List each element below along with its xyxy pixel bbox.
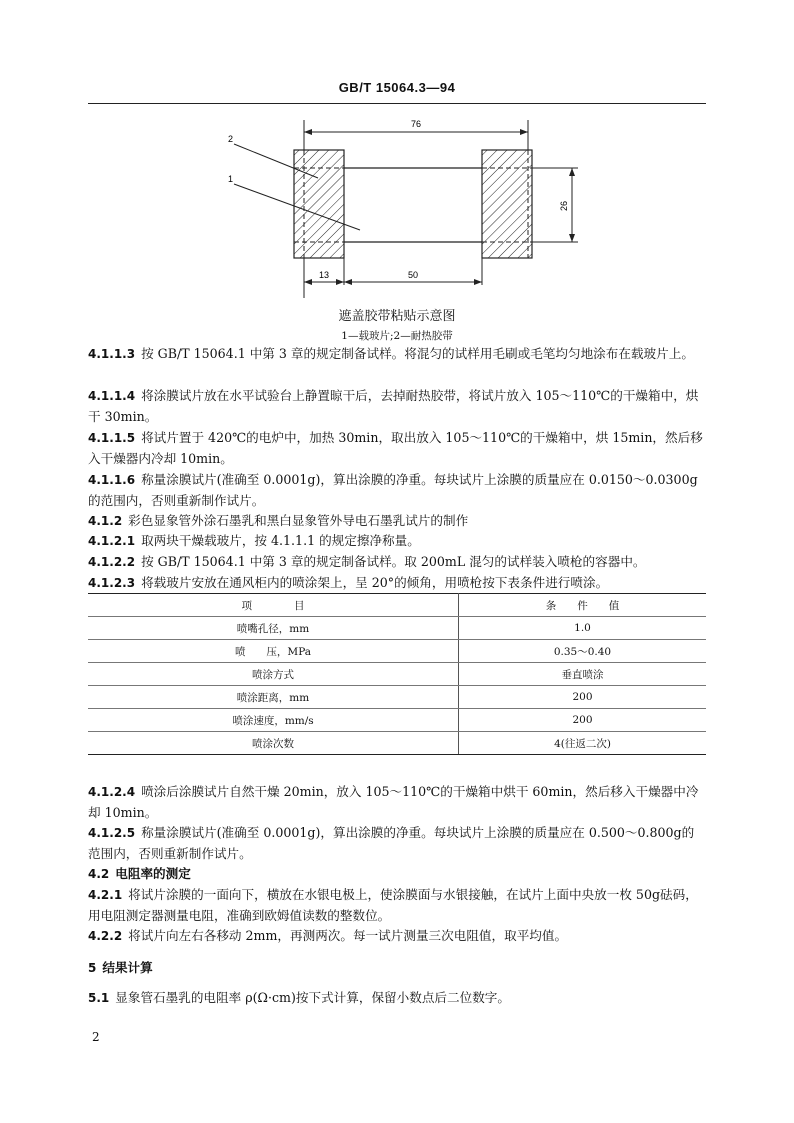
tape-diagram: [220, 110, 580, 310]
table-header-value: 条 件 值: [459, 594, 707, 617]
para-4-1-2-2: 4.1.2.2 按 GB/T 15064.1 中第 3 章的规定制备试样。取 200mL 混匀的试样装入喷枪的容器中。: [88, 554, 646, 569]
para-4-1-1-3: 4.1.1.3 按 GB/T 15064.1 中第 3 章的规定制备试样。将混匀的试样用毛刷或毛笔均匀地涂布在载玻片上。: [88, 346, 694, 361]
para-4-1-1-6: 4.1.1.6 称量涂膜试片(准确至 0.0001g)，算出涂膜的净重。每块试片上涂膜的质量应在 0.0150～0.0300g的范围内，否则重新制作试片。: [88, 472, 698, 508]
table-row: 喷 压，MPa 0.35～0.40: [88, 640, 706, 663]
dim-13-label: 13: [318, 270, 330, 280]
label-1: 1: [228, 174, 234, 184]
para-5-1: 5.1 显象管石墨乳的电阻率 ρ(Ω·cm)按下式计算，保留小数点后二位数字。: [88, 990, 510, 1005]
dim-76-label: 76: [410, 119, 422, 129]
figure-legend: 1—载玻片;2—耐热胶带: [341, 330, 453, 342]
para-4-1-1-4: 4.1.1.4 将涂膜试片放在水平试验台上静置晾干后，去掉耐热胶带，将试片放入 105～110℃的干燥箱中，烘干 30min。: [88, 388, 699, 424]
para-4-1-2-4: 4.1.2.4 喷涂后涂膜试片自然干燥 20min，放入 105～110℃的干燥箱中烘干 60min，然后移入干燥器中冷却 10min。: [88, 784, 699, 820]
para-4-1-2: 4.1.2 彩色显象管外涂石墨乳和黑白显象管外导电石墨乳试片的制作: [88, 513, 469, 528]
para-4-1-2-3: 4.1.2.3 将载玻片安放在通风柜内的喷涂架上，呈 20°的倾角，用喷枪按下表条件进行喷涂。: [88, 575, 609, 590]
table-row: 喷涂次数 4(往返二次): [88, 732, 706, 755]
section-4-2-title: 4.2 电阻率的测定: [88, 866, 191, 881]
para-4-1-1-5: 4.1.1.5 将试片置于 420℃的电炉中，加热 30min，取出放入 105～110℃的干燥箱中，烘 15min，然后移入干燥器内冷却 10min。: [88, 430, 703, 466]
para-4-2-1: 4.2.1 将试片涂膜的一面向下，横放在水银电极上，使涂膜面与水银接触，在试片上面中央放一枚 50g砝码，用电阻测定器测量电阻，准确到欧姆值读数的整数位。: [88, 887, 698, 923]
table-header-item: 项 目: [88, 594, 459, 617]
label-2: 2: [228, 134, 234, 144]
figure-caption: 遮盖胶带粘贴示意图: [338, 309, 456, 324]
table-header-row: [88, 594, 706, 617]
table-row: 喷嘴孔径，mm 1.0: [88, 617, 706, 640]
table-row: 喷涂速度，mm/s 200: [88, 709, 706, 732]
page-header: GB/T 15064.3—94: [338, 80, 456, 95]
section-5-title: 5 结果计算: [88, 960, 153, 975]
para-4-1-2-5: 4.1.2.5 称量涂膜试片(准确至 0.0001g)，算出涂膜的净重。每块试片上涂膜的质量应在 0.500～0.800g的范围内，否则重新制作试片。: [88, 825, 695, 861]
spray-conditions-table: [88, 593, 706, 755]
dim-50-label: 50: [407, 270, 419, 280]
page-number: 2: [92, 1030, 100, 1044]
dim-26-label: 26: [559, 200, 569, 212]
table-row: 喷涂方式 垂直喷涂: [88, 663, 706, 686]
para-4-1-2-1: 4.1.2.1 取两块干燥载玻片，按 4.1.1.1 的规定擦净称量。: [88, 533, 420, 548]
header-rule: [88, 103, 706, 104]
para-4-2-2: 4.2.2 将试片向左右各移动 2mm，再测两次。每一试片测量三次电阻值，取平均值。: [88, 928, 568, 943]
table-row: 喷涂距离，mm 200: [88, 686, 706, 709]
